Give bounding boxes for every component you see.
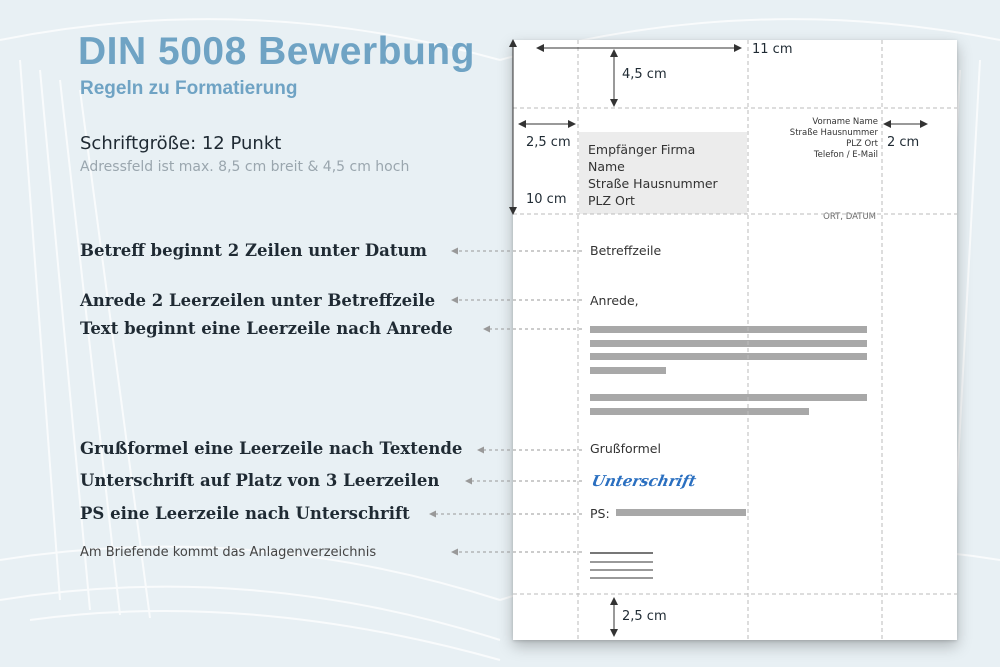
closing-line: Grußformel <box>590 441 661 456</box>
font-size-rule: Schriftgröße: 12 Punkt <box>80 133 282 154</box>
rule-closing: Grußformel eine Leerzeile nach Textende <box>80 439 463 458</box>
sender-street: Straße Hausnummer <box>789 128 878 138</box>
subject-line: Betreffzeile <box>590 243 662 258</box>
enclosure-line <box>590 577 653 579</box>
rule-signature: Unterschrift auf Platz von 3 Leerzeilen <box>80 471 440 490</box>
rule-ps: PS eine Leerzeile nach Unterschrift <box>80 504 410 523</box>
dimension-top-45cm: 4,5 cm <box>622 67 667 82</box>
salutation-line: Anrede, <box>590 293 639 308</box>
enclosure-heading-line <box>590 552 653 554</box>
sender-city: PLZ Ort <box>846 139 878 149</box>
ps-text-line <box>616 509 746 516</box>
recipient-company: Empfänger Firma <box>588 142 696 157</box>
sender-contact: Telefon / E-Mail <box>813 150 878 160</box>
rule-text-start: Text beginnt eine Leerzeile nach Anrede <box>80 319 453 338</box>
ps-label: PS: <box>590 506 610 521</box>
page-title: DIN 5008 Bewerbung <box>78 30 475 73</box>
text-line <box>590 367 666 374</box>
dimension-left-10cm: 10 cm <box>526 192 567 207</box>
date-line: ORT, DATUM <box>823 212 876 222</box>
signature: Unterschrift <box>590 472 698 490</box>
recipient-name: Name <box>588 159 625 174</box>
address-field-note: Adressfeld ist max. 8,5 cm breit & 4,5 cm hoch <box>80 159 410 175</box>
text-line <box>590 408 809 415</box>
dimension-width-11cm: 11 cm <box>752 42 793 57</box>
text-line <box>590 326 867 333</box>
recipient-city: PLZ Ort <box>588 193 635 208</box>
text-line <box>590 340 867 347</box>
sender-name: Vorname Name <box>812 117 878 127</box>
rule-salutation: Anrede 2 Leerzeilen unter Betreffzeile <box>80 291 436 310</box>
dimension-left-25cm: 2,5 cm <box>526 135 571 150</box>
dimension-right-2cm: 2 cm <box>887 135 920 150</box>
rule-subject: Betreff beginnt 2 Zeilen unter Datum <box>80 241 427 260</box>
dimension-bottom-25cm: 2,5 cm <box>622 609 667 624</box>
enclosure-line <box>590 561 653 563</box>
recipient-street: Straße Hausnummer <box>588 176 718 191</box>
page-subtitle: Regeln zu Formatierung <box>80 78 298 99</box>
text-line <box>590 394 867 401</box>
rule-enclosures: Am Briefende kommt das Anlagenverzeichnis <box>80 545 377 560</box>
text-line <box>590 353 867 360</box>
enclosure-line <box>590 569 653 571</box>
